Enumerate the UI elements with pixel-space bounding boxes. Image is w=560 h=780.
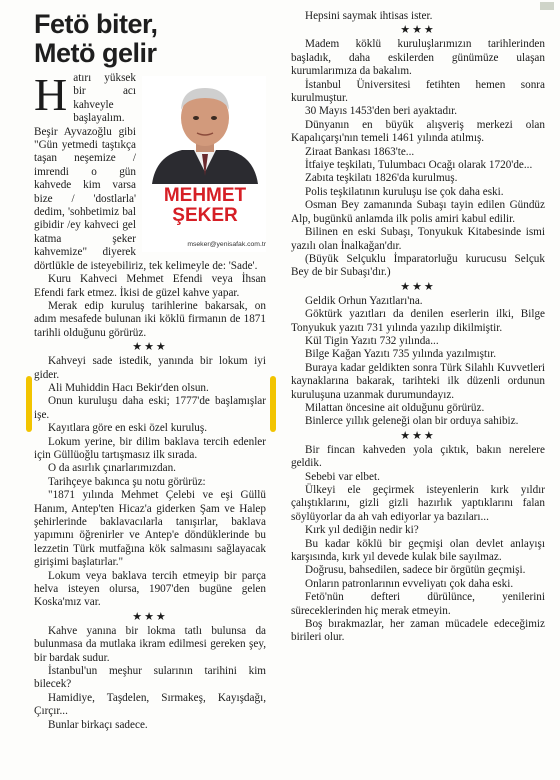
left-column [34,0,266,780]
section-divider-stars: ★★★ [400,280,436,293]
author-portrait [142,76,266,184]
right-paragraph: 30 Mayıs 1453'den beri ayaktadır. [305,105,458,118]
left-paragraph: Bunlar birkaçı sadece. [48,718,148,731]
right-paragraph: Hepsini saymak ihtisas ister. [305,10,433,22]
right-paragraph: Buraya kadar geldikten sonra Türk Silahlı Kuvvetleri kaynaklarına bakarak, tarihteki ilk düzenli ordunun kuruluşuna uzanmak durumundayız. [291,361,545,401]
right-paragraph: Binlerce yıllık geleneği olan bir orduya sahibiz. [305,415,519,428]
drop-cap: H [34,69,68,120]
headline-line-1: Fetö biter, [34,9,158,39]
left-paragraph: Kahve yanına bir lokma tatlı bulunsa da bulunmasa da mutlaka ikram edilmesi gereken şey, bir bardak sudur. [34,624,266,664]
right-paragraph: Fetö'nün defteri dürülünce, yenilerini süreceklerinden hiç merak etmeyin. [291,591,545,617]
right-paragraph: Bilinen en eski Subaşı, Tonyukuk Kitabesinde ismi yazılı olan İnalkağan'dır. [291,226,545,252]
section-divider-stars: ★★★ [132,341,168,354]
right-paragraph: Sebebi var elbet. [305,470,380,483]
right-paragraph: Polis teşkilatının kuruluşu ise çok daha eski. [305,185,504,198]
right-paragraph: Bu kadar köklü bir geçmişi olan devlet anlayışı karşısında, kırk yıl devede kulak bile sayılmaz. [291,537,545,564]
left-paragraph: Merak edip kuruluş tarihlerine bakarsak, on adım mesafede bulunan iki köklü firmanın de 1871 tarihli olduğunu görürüz. [34,299,266,339]
right-paragraph: Kırk yıl dediğin nedir ki? [305,524,419,537]
left-paragraph: Kayıtlara göre en eski özel kuruluş. [48,422,208,435]
author-name [146,186,264,226]
right-paragraph: Göktürk yazıtları da denilen eserlerin ilki, Bilge Tonyukuk yazıtı 731 yılında yazılıp dikilmiştir. [291,308,545,334]
left-paragraph: Kahveyi sade istedik, yanında bir lokum iyi gider. [34,355,266,381]
right-paragraph: İtfaiye teşkilatı, Tulumbacı Ocağı olarak 1720'de... [305,159,533,172]
intro-text: atırı yüksek bir acı kahveyle başlayalım. Beşir Ayvazoğlu gibi "Gün yetmedi taştıkça taşan neşemize / imrendi o gün kahvede kim varsa bize / 'dostlarla' dedim, 'sohbetimiz bal gibidir /ey kahveci gel katma şeker kahvemize" diyerek dörtlükle de isteyebiliriz, tek kelimeyle de: 'Sade'. [34,72,258,272]
right-paragraph: Bir fincan kahveden yola çıktık, bakın nerelere geldik. [291,443,545,470]
left-paragraph: Onun kuruluşu daha eski; 1777'de başlamışlar işe. [34,395,266,421]
headline-line-2: Metö gelir [34,38,157,68]
left-paragraph: Hamidiye, Taşdelen, Sırmakeş, Kayışdağı, Çırçır... [34,691,266,718]
section-divider-stars: ★★★ [400,24,436,37]
right-paragraph: Onların patronlarının evveliyatı çok daha eski. [305,577,514,590]
right-paragraph: Ziraat Bankası 1863'te... [305,145,415,158]
right-paragraph: Zabıta teşkilatı 1826'da kurulmuş. [305,172,458,185]
right-paragraph: Osman Bey zamanında Subaşı tayin edilen Gündüz Alp, bugünkü anlamda ilk polis amiri kabul edilir. [291,199,545,225]
intro-paragraph [34,69,266,273]
author-name-line-2: ŞEKER [172,205,238,226]
right-paragraph: Madem köklü kuruluşlarımızın tarihlerinden başladık, daha eskilerden günümüze ulaşan kurumlarımıza da bakalım. [291,38,545,78]
section-divider-stars: ★★★ [132,610,168,623]
left-paragraph: "1871 yılında Mehmet Çelebi ve eşi Güllü Hanım, Antep'ten Hicaz'a giderken Şam ve Halep şehirlerinde baklavacılarla tanışırlar, baklava yapımını öğrenirler ve Antep'e döndüklerinde bu lezzetin Türk mutfağına kök salmasını sağlayacak girişimi başlatırlar." [34,489,266,569]
left-paragraph: Ali Muhiddin Hacı Bekir'den olsun. [48,381,209,394]
right-paragraph: Ülkeyi ele geçirmek isteyenlerin kırk yıldır çalıştıklarını, gizli gizli hazırlık yaptıklarını falan söylüyorlar da ah vah ediyorlar ya bazıları... [291,484,545,523]
left-paragraph: Lokum yerine, bir dilim baklava tercih edenler için Güllüoğlu tartışmasız ilk sırada. [34,435,266,461]
highlight-marker-right [270,376,276,432]
author-email: mseker@yenisafak.com.tr [187,241,266,248]
author-name-line-1: MEHMET [163,185,247,206]
highlight-marker-left [26,376,32,432]
section-divider-stars: ★★★ [400,429,436,442]
right-paragraph: Bilge Kağan Yazıtı 735 yılında yazılmıştır. [305,348,497,361]
author-box [142,76,266,252]
left-paragraph: O da asırlık çınarlarımızdan. [48,462,176,475]
right-paragraph: İstanbul Üniversitesi fetihten hemen sonra kurulmuştur. [291,78,545,105]
left-paragraph: İstanbul'un meşhur sularının tarihini kim bilecek? [34,665,266,691]
right-paragraph: Doğrusu, bahsedilen, sadece bir örgütün geçmişi. [305,564,526,577]
right-paragraph: (Büyük Selçuklu İmparatorluğu kurucusu Selçuk Bey de bir Subaşı'dır.) [291,252,545,279]
right-column [291,0,545,780]
left-paragraph: Tarihçeye bakınca şu notu görürüz: [48,475,206,488]
right-paragraph: Boş bırakmazlar, her zaman mücadele edeceğimiz birileri olur. [291,618,545,644]
article-headline [34,10,266,68]
right-paragraph: Kül Tigin Yazıtı 732 yılında... [305,334,439,347]
right-paragraph: Geldik Orhun Yazıtları'na. [305,294,423,307]
right-paragraph: Milattan öncesine ait olduğunu görürüz. [305,401,485,414]
left-paragraph: Kuru Kahveci Mehmet Efendi veya İhsan Efendi fark etmez. İkisi de güzel kahve yapar. [34,273,266,299]
left-paragraph: Lokum veya baklava tercih etmeyip bir parça helva isteyen olursa, 1907'den bugüne gelen Koska'mız var. [34,569,266,609]
right-paragraph: Dünyanın en büyük alışveriş merkezi olan Kapalıçarşı'nın temeli 1461 yılında atılmış. [291,118,545,145]
